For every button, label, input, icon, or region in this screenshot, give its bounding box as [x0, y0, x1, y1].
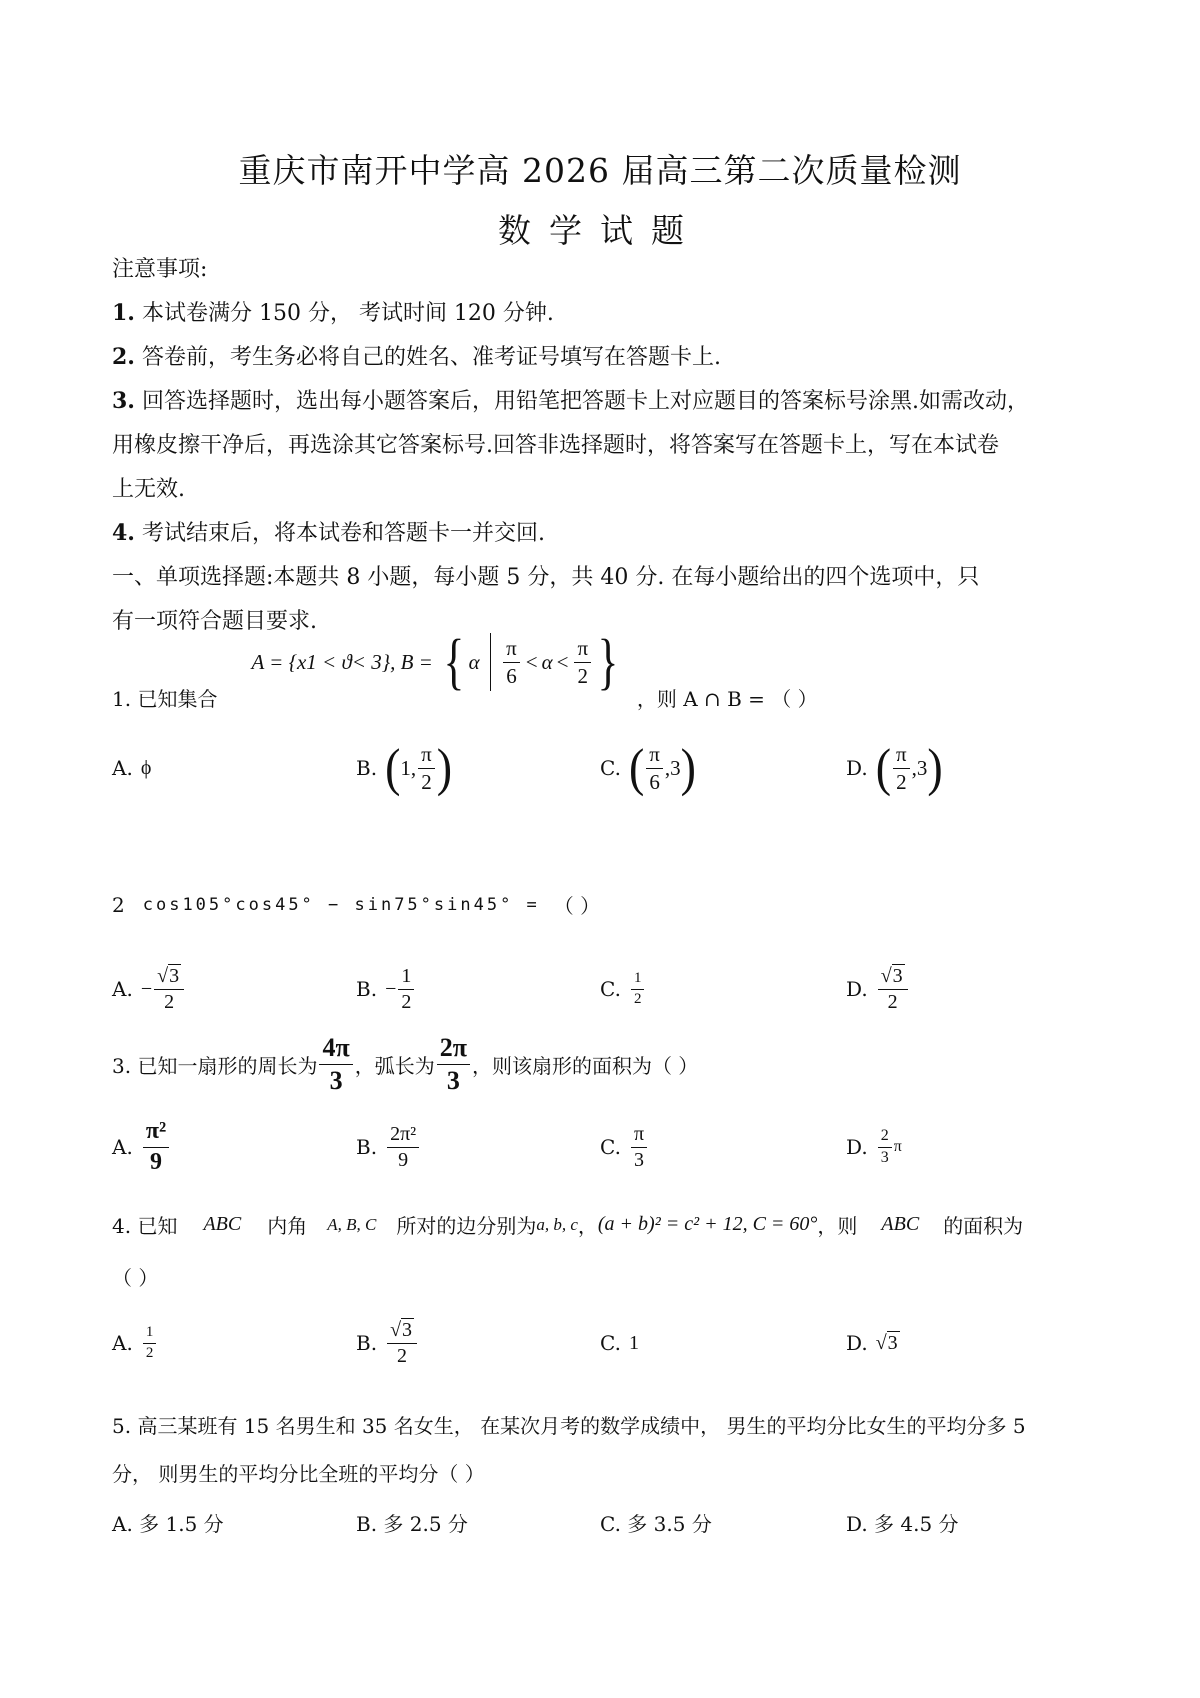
q4-option-c[interactable] [600, 1326, 639, 1360]
q5-option-a[interactable]: A. 多 1.5 分 [112, 1512, 224, 1536]
interval-right: ,3 [664, 755, 681, 780]
note-item-3 [112, 384, 1029, 415]
note-item-3-line-2: 用橡皮擦干净后，再选涂其它答案标号.回答非选择题时，将答案写在答题卡上，写在本试卷 [112, 433, 999, 458]
question-3-suffix: ，则该扇形的面积为（ ） [471, 1053, 699, 1078]
q2-option-c[interactable] [600, 966, 646, 1012]
question-4-text: 内角 [267, 1214, 308, 1238]
note-number: 1. [112, 300, 135, 326]
fraction-denominator: 9 [149, 1148, 162, 1175]
question-4-prefix: 4. 已知 [112, 1214, 178, 1238]
fraction-numerator: 4π [319, 1034, 352, 1064]
less-than: < [525, 649, 538, 674]
option-value: ϕ [140, 756, 152, 779]
option-label: C. [600, 1331, 621, 1355]
question-4-answer-blank: （ ） [112, 1266, 159, 1290]
comma: ， [577, 1214, 598, 1238]
fraction-numerator: 1 [143, 1325, 157, 1344]
option-label: C. [600, 977, 621, 1001]
fraction-numerator: π² [143, 1119, 169, 1147]
option-label: A. [112, 1135, 133, 1159]
fraction-denominator: 3 [880, 1148, 889, 1166]
less-than: < [556, 649, 569, 674]
fraction-numerator: π [418, 743, 435, 768]
fraction-denominator: 9 [398, 1148, 409, 1171]
fraction-numerator: π [503, 637, 520, 662]
fraction-denominator: 2 [164, 990, 175, 1013]
q4-option-a[interactable] [112, 1320, 158, 1366]
section-1-heading-line-2: 有一项符合题目要求. [112, 609, 317, 634]
alpha: α [541, 649, 553, 674]
pi-symbol: π [893, 1138, 902, 1155]
question-4 [112, 1210, 1023, 1239]
fraction-numerator: 2 [878, 1128, 892, 1148]
q3-option-b[interactable] [356, 1112, 421, 1182]
minus-sign: − [140, 977, 153, 1000]
question-1 [112, 628, 818, 711]
fraction-denominator: 2 [145, 1344, 154, 1361]
option-label: A. [112, 977, 133, 1001]
fraction-denominator: 2 [887, 990, 898, 1013]
note-text: 回答选择题时，选出每小题答案后，用铅笔把答题卡上对应题目的答案标号涂黑.如需改动， [141, 389, 1029, 414]
option-label: A. [112, 756, 133, 780]
fraction-denominator: 2 [397, 1344, 408, 1367]
interval-right: ,3 [911, 755, 928, 780]
q1-option-d[interactable]: D. ( $\frac{\pi}{2}$ ,3 ) [846, 738, 943, 797]
fraction-denominator: 3 [634, 1148, 644, 1171]
note-text: 答卷前，考生务必将自己的姓名、准考证号填写在答题卡上. [141, 345, 721, 370]
q2-option-d[interactable]: D. $\frac{√3}{2}$ [846, 954, 910, 1024]
fraction-denominator: 6 [649, 769, 660, 794]
triangle-name: ABC [203, 1213, 242, 1235]
q3-option-c[interactable] [600, 1112, 649, 1182]
q5-option-c[interactable]: C. 多 3.5 分 [600, 1512, 712, 1536]
q1-option-a[interactable] [112, 748, 151, 788]
notes-heading: 注意事项: [112, 257, 208, 282]
question-1-sets: A = {x1 < ϑ< 3}, B = { α $\frac{\pi}{6}$ < α < $\frac{\pi}{2}$ } [251, 628, 619, 696]
note-number: 4. [112, 520, 135, 546]
radicand: 3 [402, 1318, 413, 1341]
note-text: 本试卷满分 150 分， 考试时间 120 分钟. [141, 301, 554, 326]
q3-option-a[interactable] [112, 1112, 171, 1182]
fraction-denominator: 3 [446, 1065, 460, 1095]
note-item-2 [112, 340, 721, 371]
question-3 [112, 1034, 698, 1094]
question-4-text: 的面积为 [943, 1214, 1024, 1238]
exam-subtitle: 数学试题 [498, 211, 702, 250]
triangle-name: ABC [881, 1213, 920, 1235]
note-number: 3. [112, 388, 135, 414]
fraction-denominator: 2 [577, 663, 589, 688]
fraction-denominator: 2 [896, 769, 907, 794]
radicand: 3 [892, 964, 903, 987]
option-label: B. [356, 756, 378, 780]
option-label: B. [356, 977, 378, 1001]
fraction-denominator: 2 [401, 990, 412, 1013]
sides: a, b, c [536, 1214, 578, 1234]
question-1-prefix: 1. 已知集合 [112, 687, 218, 711]
radicand: 3 [169, 964, 180, 987]
q5-option-d[interactable]: D. 多 4.5 分 [846, 1512, 959, 1536]
option-label: D. [846, 1135, 868, 1159]
question-4-condition: (a + b)² = c² + 12, C = 60° [597, 1213, 818, 1235]
note-text: 考试结束后，将本试卷和答题卡一并交回. [141, 521, 545, 546]
fraction-numerator: 1 [631, 971, 645, 990]
option-label: C. [600, 1135, 621, 1159]
q1-option-b[interactable]: B. ( 1, $\frac{\pi}{2}$ ) [356, 738, 453, 797]
question-5-line-1: 5. 高三某班有 15 名男生和 35 名女生， 在某次月考的数学成绩中， 男生的平均分比女生的平均分多 5 [112, 1414, 1026, 1438]
alpha: α [468, 649, 480, 674]
q1-option-c[interactable]: C. ( $\frac{\pi}{6}$ ,3 ) [600, 738, 696, 797]
question-2-answer-blank: （ ） [553, 894, 601, 918]
q4-option-d[interactable]: D. √ 3 [846, 1331, 898, 1355]
q4-option-b[interactable]: B. $\frac{√3}{2}$ [356, 1308, 419, 1378]
option-label: D. [846, 977, 868, 1001]
q5-option-b[interactable]: B. 多 2.5 分 [356, 1512, 468, 1536]
q2-option-a[interactable]: A. − $\frac{√3}{2}$ [112, 954, 186, 1024]
option-label: B. [356, 1135, 378, 1159]
interval-left: 1, [400, 755, 417, 780]
fraction-numerator: 2π² [387, 1124, 419, 1148]
question-2-number: 2 [112, 892, 125, 917]
fraction-numerator: π [631, 1124, 647, 1148]
fraction-denominator: 2 [421, 769, 432, 794]
note-item-3-line-3: 上无效. [112, 477, 185, 502]
section-1-heading: 一、单项选择题:本题共 8 小题，每小题 5 分，共 40 分. 在每小题给出的四个选项中，只 [112, 565, 980, 590]
question-2-expression: cos105°cos45° − sin75°sin45° = [142, 894, 540, 915]
fraction-numerator: π [893, 743, 910, 768]
fraction-numerator: 1 [398, 966, 414, 990]
option-label: D. [846, 1331, 868, 1355]
fraction-denominator: 3 [329, 1065, 343, 1095]
fraction-numerator: π [646, 743, 663, 768]
set-a-expression: A = {x1 < ϑ< 3}, B = [251, 649, 433, 674]
option-label: A. [112, 1331, 133, 1355]
option-label: D. [846, 756, 868, 780]
fraction-denominator: 2 [633, 990, 642, 1007]
question-4-text: ，则 [817, 1214, 858, 1238]
exam-title: 重庆市南开中学高 2026 届高三第二次质量检测 [238, 151, 962, 190]
question-5-line-2: 分， 则男生的平均分比全班的平均分（ ） [112, 1462, 485, 1486]
option-value: 1 [628, 1331, 639, 1354]
note-item-4 [112, 516, 545, 547]
note-number: 2. [112, 344, 135, 370]
fraction-numerator: 2π [437, 1034, 470, 1064]
question-4-text: 所对的边分别为 [396, 1214, 537, 1238]
question-1-suffix: ，则 A ∩ B = （ ） [636, 687, 818, 711]
fraction-numerator: π [574, 637, 591, 662]
question-2 [112, 890, 600, 919]
radicand: 3 [887, 1331, 898, 1354]
minus-sign: − [385, 977, 397, 1000]
question-3-prefix: 3. 已知一扇形的周长为 [112, 1053, 318, 1078]
fraction-denominator: 6 [506, 663, 517, 688]
q2-option-b[interactable] [356, 954, 416, 1024]
q3-option-d[interactable] [846, 1122, 902, 1172]
note-item-1 [112, 296, 554, 327]
question-3-middle: ，弧长为 [354, 1053, 435, 1078]
option-label: C. [600, 756, 621, 780]
option-label: B. [356, 1331, 378, 1355]
angles: A, B, C [327, 1214, 377, 1234]
